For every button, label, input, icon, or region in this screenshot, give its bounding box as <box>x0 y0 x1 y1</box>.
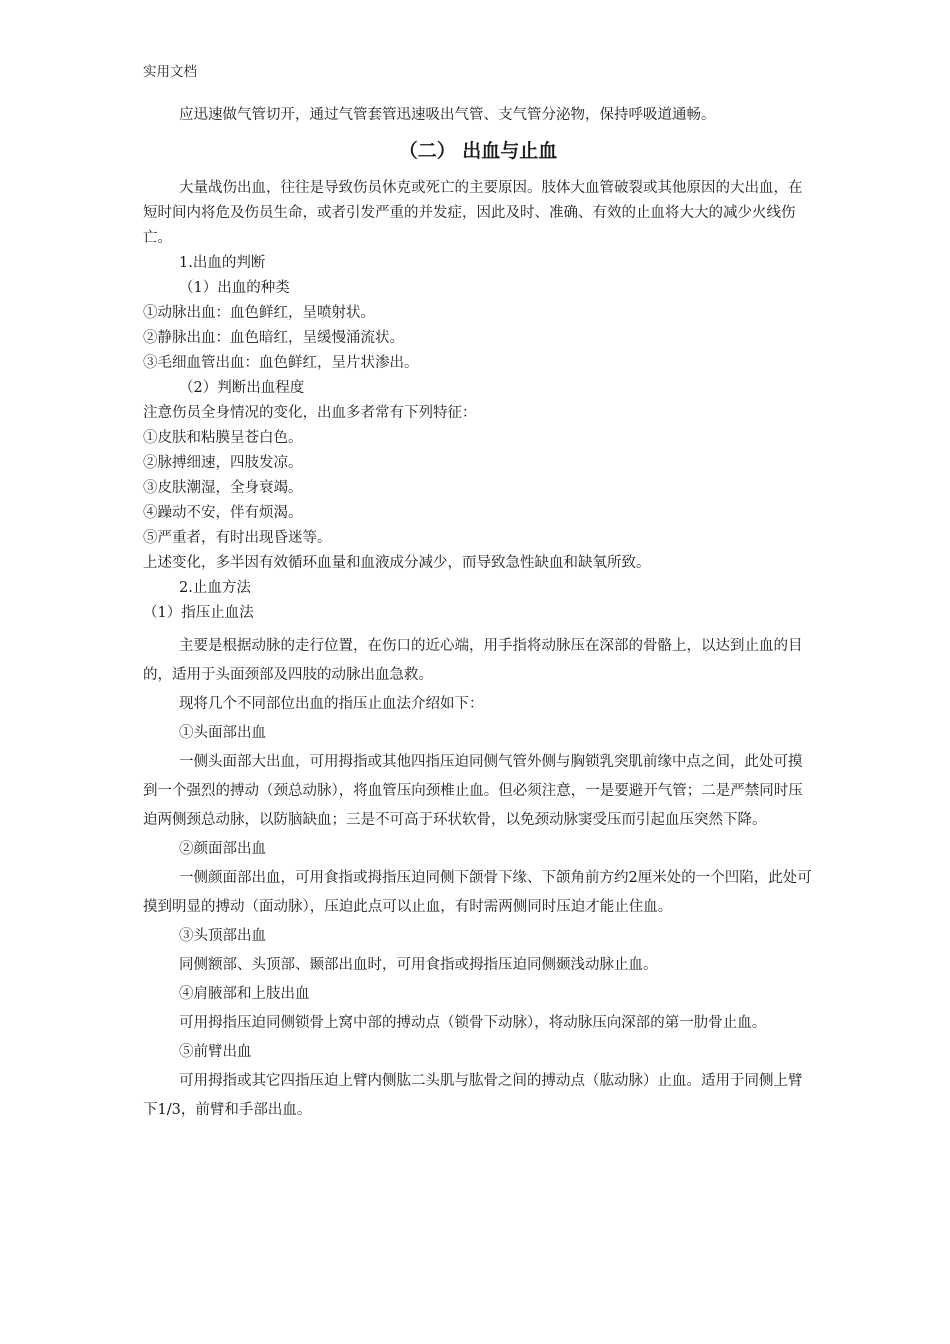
paragraph: 主要是根据动脉的走行位置，在伤口的近心端，用手指将动脉压在深部的骨骼上，以达到止血的目的，适用于头面颈部及四肢的动脉出血急救。 <box>143 638 803 683</box>
item-heading: ④肩腋部和上肢出血 <box>179 986 310 1002</box>
heading-2: 2.止血方法 <box>179 580 251 596</box>
section-title: （二） 出血与止血 <box>398 140 558 162</box>
document-body <box>143 103 813 1125</box>
item-heading: ①头面部出血 <box>179 725 266 741</box>
item-heading: ⑤前臂出血 <box>179 1044 252 1060</box>
paragraph: 可用拇指或其它四指压迫上臂内侧肱二头肌与肱骨之间的搏动点（肱动脉）止血。适用于同侧上臂下1/3，前臂和手部出血。 <box>143 1073 803 1118</box>
subheading: （1）指压止血法 <box>143 605 254 621</box>
list-item: ③皮肤潮湿，全身衰竭。 <box>143 480 303 496</box>
paragraph: 现将几个不同部位出血的指压止血法介绍如下： <box>179 696 484 712</box>
paragraph: 注意伤员全身情况的变化，出血多者常有下列特征： <box>143 405 477 421</box>
paragraph: 应迅速做气管切开，通过气管套管迅速吸出气管、支气管分泌物，保持呼吸道通畅。 <box>179 107 716 123</box>
subheading: （1）出血的种类 <box>179 280 290 296</box>
item-heading: ③头顶部出血 <box>179 928 266 944</box>
paragraph: 上述变化，多半因有效循环血量和血液成分减少，而导致急性缺血和缺氧所致。 <box>143 555 651 571</box>
paragraph: 大量战伤出血，往往是导致伤员休克或死亡的主要原因。肢体大血管破裂或其他原因的大出血，在短时间内将危及伤员生命，或者引发严重的并发症，因此及时、准确、有效的止血将大大的减少火线伤亡。 <box>143 180 803 246</box>
paragraph: 一侧颜面部出血，可用食指或拇指压迫同侧下颌骨下缘、下颌角前方约2厘米处的一个凹陷，此处可摸到明显的搏动（面动脉），压迫此点可以止血，有时需两侧同时压迫才能止住血。 <box>143 870 812 915</box>
list-item: ①动脉出血：血色鲜红，呈喷射状。 <box>143 305 375 321</box>
paragraph: 一侧头面部大出血，可用拇指或其他四指压迫同侧气管外侧与胸锁乳突肌前缘中点之间，此处可摸到一个强烈的搏动（颈总动脉），将血管压向颈椎止血。但必须注意，一是要避开气管；二是严禁同时压迫两侧颈总动脉，以防脑缺血；三是不可高于环状软骨，以免颈动脉窦受压而引起血压突然下降。 <box>143 754 803 828</box>
list-item: ②脉搏细速，四肢发凉。 <box>143 455 303 471</box>
heading-1: 1.出血的判断 <box>179 255 266 271</box>
list-item: ⑤严重者，有时出现昏迷等。 <box>143 530 332 546</box>
item-heading: ②颜面部出血 <box>179 841 266 857</box>
list-item: ④躁动不安，伴有烦渴。 <box>143 505 303 521</box>
list-item: ③毛细血管出血：血色鲜红，呈片状渗出。 <box>143 355 419 371</box>
subheading: （2）判断出血程度 <box>179 380 305 396</box>
paragraph: 同侧额部、头顶部、颞部出血时，可用食指或拇指压迫同侧颞浅动脉止血。 <box>179 957 658 973</box>
list-item: ②静脉出血：血色暗红，呈缓慢涌流状。 <box>143 330 404 346</box>
page-header: 实用文档 <box>143 64 197 80</box>
paragraph: 可用拇指压迫同侧锁骨上窝中部的搏动点（锁骨下动脉），将动脉压向深部的第一肋骨止血。 <box>179 1015 767 1031</box>
list-item: ①皮肤和粘膜呈苍白色。 <box>143 430 303 446</box>
